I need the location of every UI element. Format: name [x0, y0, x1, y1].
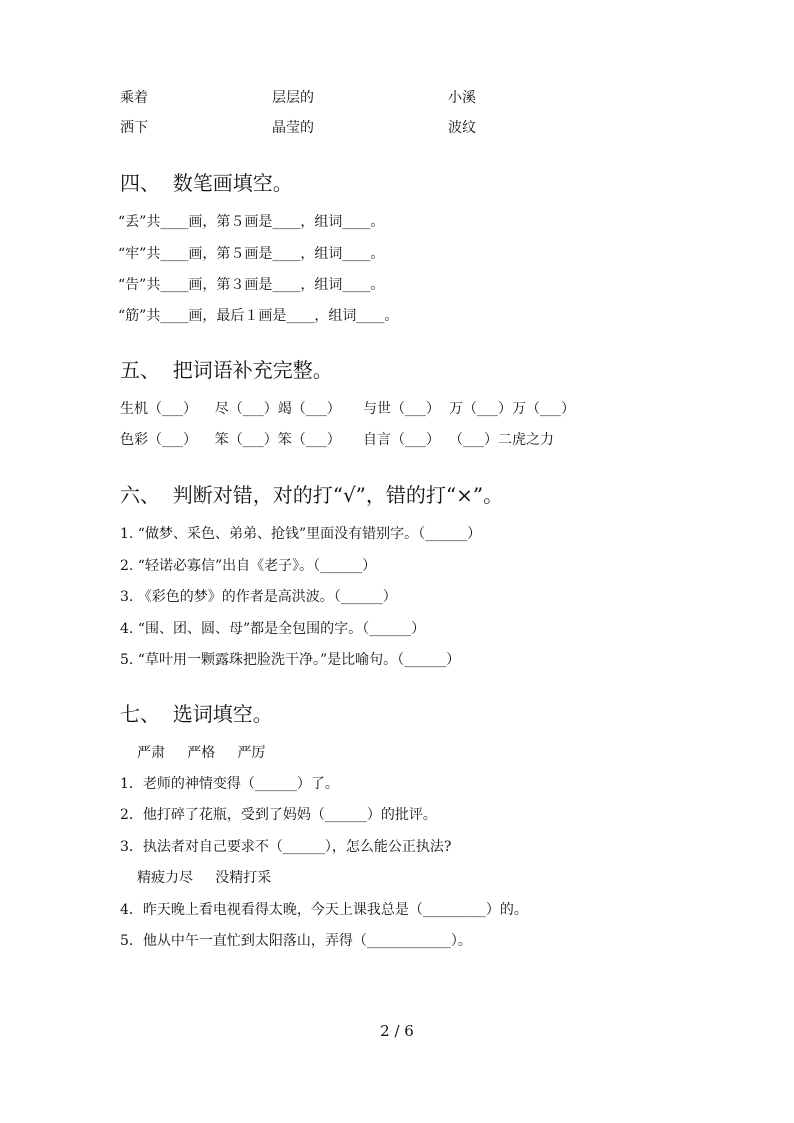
sec5-row: 色彩（___） 笨（___）笨（___） 自言（___） （___）二虎之力: [120, 432, 554, 448]
section-4-heading: 四、 数笔画填空。: [120, 171, 293, 195]
pair-word: 小溪: [448, 90, 476, 106]
section-7-heading: 七、 选词填空。: [120, 702, 273, 726]
pair-word: 层层的: [272, 90, 314, 106]
sec6-item: 3. 《彩色的梦》的作者是高洪波。（______）: [120, 589, 397, 605]
pair-word: 乘着: [120, 90, 148, 106]
sec4-item: “告”共____画，第３画是____，组词____。: [118, 277, 385, 293]
page-number: 2 / 6: [380, 1022, 414, 1040]
sec6-item: 2. “轻诺必寡信”出自《老子》。（______）: [120, 558, 377, 574]
pair-word: 洒下: [120, 120, 148, 136]
section-6-heading: 六、 判断对错，对的打“√”，错的打“×”。: [120, 483, 504, 507]
sec7-item: 1．老师的神情变得（______）了。: [120, 776, 339, 792]
sec4-item: “丢”共____画，第５画是____，组词____。: [118, 214, 385, 230]
sec7-item: 2．他打碎了花瓶，受到了妈妈（______）的批评。: [120, 807, 437, 823]
sec4-item: “筋”共____画，最后１画是____，组词____。: [118, 308, 399, 324]
sec6-item: 4. “围、团、圆、母”都是全包围的字。（______）: [120, 621, 426, 637]
sec7-item: 3．执法者对自己要求不（______），怎么能公正执法?: [120, 839, 452, 855]
sec7-item: 5．他从中午一直忙到太阳落山，弄得（____________）。: [120, 933, 472, 949]
word-choice-group: 严肃 严格 严厉: [137, 745, 266, 761]
sec4-item: “牢”共____画，第５画是____，组词____。: [118, 246, 385, 262]
pair-word: 晶莹的: [272, 120, 314, 136]
section-5-heading: 五、 把词语补充完整。: [120, 358, 333, 382]
sec7-item: 4．昨天晚上看电视看得太晚，今天上课我总是（_________）的。: [120, 902, 528, 918]
pair-word: 波纹: [448, 120, 476, 136]
sec6-item: 5. “草叶用一颗露珠把脸洗干净。”是比喻句。（______）: [120, 652, 461, 668]
word-choice-group: 精疲力尽 没精打采: [137, 870, 272, 886]
sec6-item: 1. “做梦、采色、弟弟、抢钱”里面没有错别字。（______）: [120, 526, 482, 542]
sec5-row: 生机（___） 尽（___）竭（___） 与世（___） 万（___）万（___）: [120, 401, 575, 417]
